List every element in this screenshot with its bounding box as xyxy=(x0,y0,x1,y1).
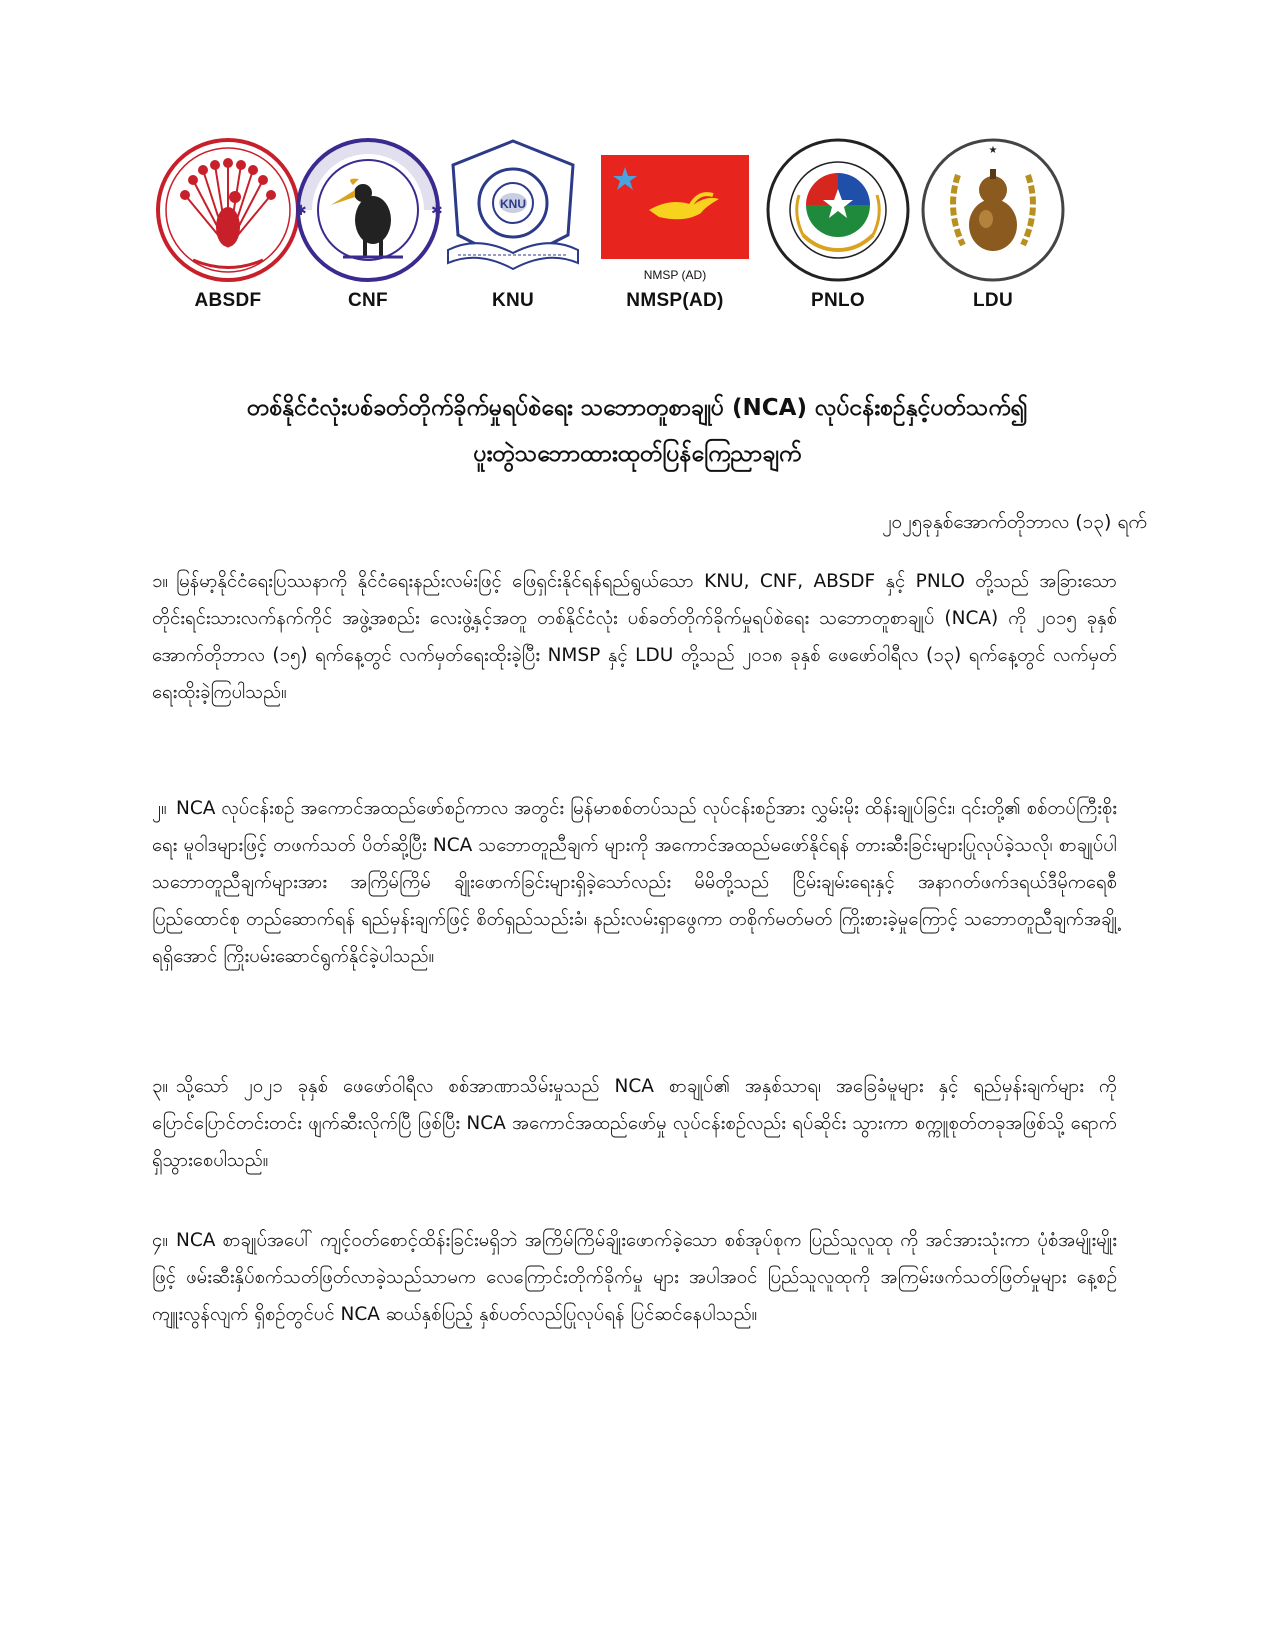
svg-text:✱: ✱ xyxy=(295,203,307,219)
statement-date: ၂၀၂၅ခုနှစ်အောက်တိုဘာလ (၁၃) ရက် xyxy=(882,511,1147,533)
logo-caption-absdf: ABSDF xyxy=(194,290,262,311)
paragraph-1 xyxy=(152,563,1117,711)
paragraph-4 xyxy=(152,1222,1117,1333)
logo-caption-cnf: CNF xyxy=(348,290,388,311)
paragraph-3 xyxy=(152,1068,1117,1179)
logo-caption-ldu: LDU xyxy=(973,290,1013,311)
logo-pnlo xyxy=(760,135,916,325)
logo-caption-pnlo: PNLO xyxy=(811,290,865,311)
paragraph-number: ၂။ xyxy=(152,798,167,819)
paragraph-text: မြန်မာ့နိုင်ငံရေးပြဿနာကို နိုင်ငံရေးနည်းလမ်းဖြင့် ဖြေရှင်းနိုင်ရန်ရည်ရွယ်သော KNU, CNF, ABSDF နှင့် PNLO တို့သည် အခြားသော တိုင်းရင်းသားလက်နက်ကိုင် အဖွဲ့အစည်း လေးဖွဲ့နှင့်အတူ တစ်နိုင်ငံလုံး ပစ်ခတ်တိုက်ခိုက်မှုရပ်စဲရေး သဘောတူစာချုပ် (NCA) ကို ၂၀၁၅ ခုနှစ် အောက်တိုဘာလ (၁၅) ရက်နေ့တွင် လက်မှတ်ရေးထိုးခဲ့ပြီး NMSP နှင့် LDU တို့သည် ၂၀၁၈ ခုနှစ် ဖေဖော်ဝါရီလ (၁၃) ရက်နေ့တွင် လက်မှတ် ရေးထိုးခဲ့ကြပါသည်။ xyxy=(152,571,1117,703)
svg-text:KNU: KNU xyxy=(500,197,526,211)
logo-caption-nmsp-ad: NMSP(AD) xyxy=(626,290,724,311)
karen-seal-icon xyxy=(438,135,588,285)
title-line-1: တစ်နိုင်ငံလုံးပစ်ခတ်တိုက်ခိုက်မှုရပ်စဲရေး သဘောတူစာချုပ် (NCA) လုပ်ငန်းစဉ်နှင့်ပတ်သက်၍ xyxy=(247,395,1028,421)
paragraph-number: ၄။ xyxy=(152,1230,169,1251)
paragraph-2 xyxy=(152,790,1117,975)
paragraph-text: NCA လုပ်ငန်းစဉ် အကောင်အထည်ဖော်စဉ်ကာလ အတွင်း မြန်မာစစ်တပ်သည် လုပ်ငန်းစဉ်အား လွှမ်းမိုး ထိန်းချုပ်ခြင်း၊ ၎င်းတို့၏ စစ်တပ်ကြီးစိုးရေး မူဝါဒများဖြင့် တဖက်သတ် ပိတ်ဆို့ပြီး NCA သဘောတူညီချက် များကို အကောင်အထည်မဖော်နိုင်ရန် တားဆီးခြင်းများပြုလုပ်ခဲ့သလို၊ စာချုပ်ပါ သဘောတူညီချက်များအား အကြိမ်ကြိမ် ချိုးဖောက်ခြင်းများရှိခဲ့သော်လည်း မိမိတို့သည် ငြိမ်းချမ်းရေးနှင့် အနာဂတ်ဖက်ဒရယ်ဒီမိုကရေစီ ပြည်ထောင်စု တည်ဆောက်ရန် ရည်မှန်းချက်ဖြင့် စိတ်ရှည်သည်းခံ၊ နည်းလမ်းရှာဖွေကာ တစိုက်မတ်မတ် ကြိုးစားခဲ့မှုကြောင့် သဘောတူညီချက်အချို့ရရှိအောင် ကြိုးပမ်းဆောင်ရွက်နိုင်ခဲ့ပါသည်။ xyxy=(152,798,1117,967)
svg-text:★: ★ xyxy=(988,145,998,156)
red-flag-hamsa-icon xyxy=(601,155,749,259)
logo-nmsp-ad xyxy=(590,135,760,325)
svg-text:✱: ✱ xyxy=(431,203,443,219)
peacock-seal-icon xyxy=(153,135,303,285)
paragraph-text: NCA စာချုပ်အပေါ် ကျင့်ဝတ်စောင့်ထိန်းခြင်းမရှိဘဲ အကြိမ်ကြိမ်ချိုးဖောက်ခဲ့သော စစ်အုပ်စုက ပြည်သူလူထု ကို အင်အားသုံးကာ ပုံစံအမျိုးမျိုးဖြင့် ဖမ်းဆီးနှိပ်စက်သတ်ဖြတ်လာခဲ့သည်သာမက လေကြောင်းတိုက်ခိုက်မှု များ အပါအဝင် ပြည်သူလူထုကို အကြမ်းဖက်သတ်ဖြတ်မှုများ နေ့စဉ်ကျူးလွန်လျက် ရှိစဉ်တွင်ပင် NCA ဆယ်နှစ်ပြည့် နှစ်ပတ်လည်ပြုလုပ်ရန် ပြင်ဆင်နေပါသည်။ xyxy=(152,1230,1117,1325)
logo-caption-knu: KNU xyxy=(491,290,535,311)
logo-knu xyxy=(435,135,591,325)
logo-row xyxy=(150,135,1130,325)
logo-subcaption-nmsp: NMSP (AD) xyxy=(643,268,707,282)
statement-title xyxy=(120,385,1155,477)
hornbill-seal-icon xyxy=(293,135,443,285)
pao-seal-icon xyxy=(763,135,913,285)
logo-cnf xyxy=(290,135,446,325)
title-line-2: ပူးတွဲသဘောထားထုတ်ပြန်ကြေညာချက် xyxy=(473,441,802,467)
gourd-wreath-icon xyxy=(918,135,1068,285)
paragraph-number: ၁။ xyxy=(152,571,169,592)
paragraph-number: ၃။ xyxy=(152,1076,169,1097)
logo-absdf xyxy=(150,135,306,325)
logo-ldu xyxy=(915,135,1071,325)
paragraph-text: သို့သော် ၂၀၂၁ ခုနှစ် ဖေဖော်ဝါရီလ စစ်အာဏာသိမ်းမှုသည် NCA စာချုပ်၏ အနှစ်သာရ၊ အခြေခံမူများ နှင့် ရည်မှန်းချက်များ ကို ပြောင်ပြောင်တင်းတင်း ဖျက်ဆီးလိုက်ပြီ ဖြစ်ပြီး NCA အကောင်အထည်ဖော်မှု လုပ်ငန်းစဉ်လည်း ရပ်ဆိုင်း သွားကာ စက္ကူစုတ်တခုအဖြစ်သို့ ရောက်ရှိသွားစေပါသည်။ xyxy=(152,1076,1117,1171)
